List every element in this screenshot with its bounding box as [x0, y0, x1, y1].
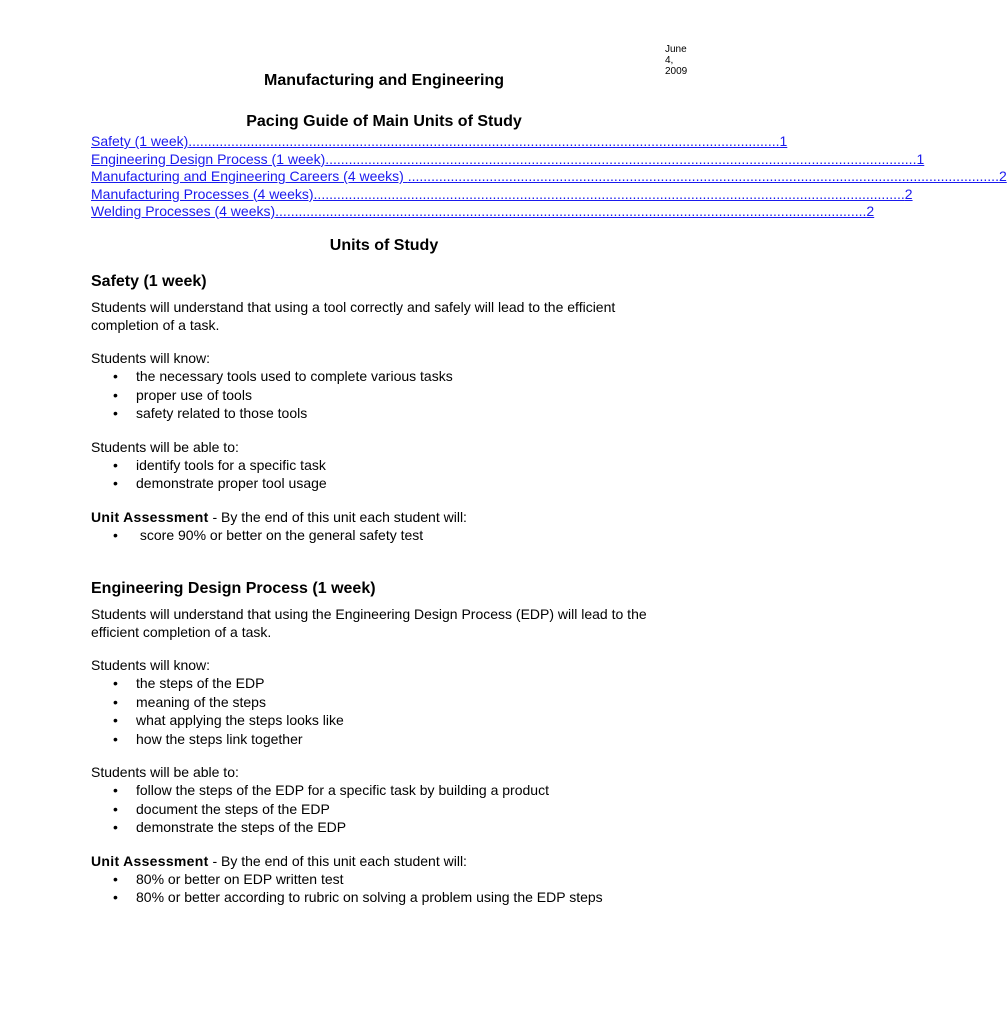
list-item: • demonstrate the steps of the EDP — [113, 819, 347, 835]
section-intro: Students will understand that using a tool correctly and safely will lead to the efficient completion of a task. — [91, 299, 616, 333]
bullet-icon: • — [113, 730, 118, 747]
list-item: • how the steps link together — [113, 730, 303, 747]
toc-leader-dots: ........................................................................................................................................................ — [188, 133, 780, 149]
toc-page-number: 2 — [904, 185, 913, 202]
assessment-label: Unit Assessment — [91, 852, 209, 869]
able-label: Students will be able to: — [91, 438, 239, 455]
toc-page-number: 2 — [866, 203, 875, 219]
toc-link-manufacturing-processes[interactable] — [91, 185, 913, 204]
bullet-icon: • — [113, 368, 118, 384]
able-list — [91, 781, 681, 837]
toc-title: Pacing Guide of Main Units of Study — [246, 113, 522, 130]
list-item: • demonstrate proper tool usage — [113, 475, 327, 491]
assessment-list — [91, 870, 681, 907]
bullet-icon: • — [113, 712, 118, 728]
bullet-icon: • — [113, 782, 118, 798]
units-of-study-title: Units of Study — [329, 237, 439, 254]
list-item: • what applying the steps looks like — [113, 712, 344, 728]
toc-link-label: Manufacturing Processes (4 weeks) — [91, 185, 314, 202]
bullet-icon: • — [113, 475, 118, 491]
toc-link-careers[interactable] — [91, 168, 1007, 186]
toc-leader-dots: ........................................................................................................................................................ — [407, 168, 999, 184]
list-item: • safety related to those tools — [113, 405, 308, 421]
toc-leader-dots: ........................................................................................................................................................ — [275, 203, 867, 219]
assessment-label: Unit Assessment — [91, 508, 209, 525]
toc-page-number: 2 — [998, 168, 1007, 184]
know-label: Students will know: — [91, 350, 211, 366]
bullet-icon: • — [113, 870, 118, 887]
toc-leader-dots: ........................................................................................................................................................ — [325, 150, 917, 167]
toc-link-label: Safety (1 week) — [91, 133, 189, 149]
toc-link-label: Welding Processes (4 weeks) — [91, 203, 276, 219]
toc-leader-dots: ........................................................................................................................................................ — [313, 185, 905, 202]
section-engineering-design-process — [91, 579, 681, 907]
assessment-text: - By the end of this unit each student will: — [208, 508, 467, 525]
bullet-icon: • — [113, 386, 118, 403]
assessment-line — [91, 852, 681, 870]
bullet-icon: • — [113, 526, 118, 543]
bullet-icon: • — [113, 819, 118, 835]
assessment-list — [91, 526, 681, 545]
know-list — [91, 367, 681, 423]
list-item: • meaning of the steps — [113, 693, 266, 710]
toc-page-number: 1 — [779, 133, 788, 149]
section-heading: Safety (1 week) — [91, 273, 207, 290]
section-safety — [91, 272, 681, 544]
list-item: • 80% or better according to rubric on solving a problem using the EDP steps — [113, 889, 603, 905]
list-item: • follow the steps of the EDP for a specific task by building a product — [113, 782, 549, 798]
bullet-icon: • — [113, 456, 118, 473]
know-label: Students will know: — [91, 657, 211, 673]
bullet-icon: • — [113, 693, 118, 710]
document-title: Manufacturing and Engineering — [263, 72, 504, 89]
list-item: • the steps of the EDP — [113, 675, 265, 691]
know-list — [91, 674, 681, 748]
toc-link-safety[interactable] — [91, 133, 788, 151]
list-item: • document the steps of the EDP — [113, 800, 330, 817]
assessment-text: - By the end of this unit each student will: — [208, 852, 467, 869]
bullet-icon: • — [113, 889, 118, 905]
list-item: • the necessary tools used to complete various tasks — [113, 368, 453, 384]
section-heading: Engineering Design Process (1 week) — [91, 580, 376, 597]
list-item: • proper use of tools — [113, 386, 252, 403]
list-item: • score 90% or better on the general safety test — [113, 526, 424, 543]
toc-link-label: Engineering Design Process (1 week) — [91, 150, 326, 167]
list-item: • 80% or better on EDP written test — [113, 870, 344, 887]
toc-link-welding-processes[interactable] — [91, 203, 875, 221]
toc-link-engineering-design-process[interactable] — [91, 150, 925, 169]
assessment-line — [91, 508, 681, 526]
able-label: Students will be able to: — [91, 764, 239, 780]
bullet-icon: • — [113, 675, 118, 691]
list-item: • identify tools for a specific task — [113, 456, 326, 473]
table-of-contents — [91, 133, 1007, 221]
toc-link-label: Manufacturing and Engineering Careers (4 weeks) — [91, 168, 408, 184]
able-list — [91, 456, 681, 493]
bullet-icon: • — [113, 405, 118, 421]
section-intro: Students will understand that using the Engineering Design Process (EDP) will lead to the efficient completion of a task. — [91, 606, 647, 640]
toc-page-number: 1 — [916, 150, 925, 167]
bullet-icon: • — [113, 800, 118, 817]
document-date: June 4, 2009 — [665, 44, 688, 77]
